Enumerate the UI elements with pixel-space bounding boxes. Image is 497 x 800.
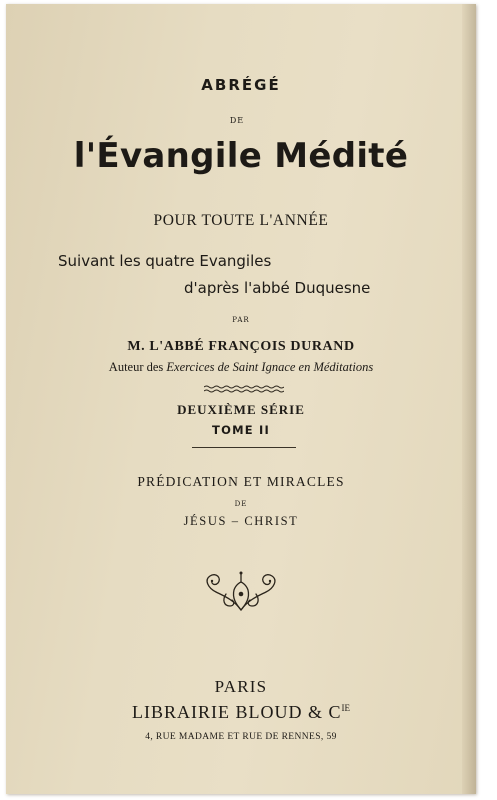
publisher-superscript: IE (341, 703, 350, 713)
publisher-text: LIBRAIRIE BLOUD & C (132, 702, 342, 722)
heading-abrege: ABRÉGÉ (201, 76, 281, 94)
credentials-work: Exercices de Saint Ignace en Méditations (166, 360, 374, 374)
title-page (6, 4, 476, 794)
volume-label: TOME II (212, 423, 270, 437)
floral-scroll-icon (196, 570, 286, 616)
connector-par: PAR (232, 316, 250, 324)
section-jesus-christ: JÉSUS – CHRIST (183, 514, 299, 528)
publisher-name (6, 702, 476, 723)
publisher-address: 4, RUE MADAME ET RUE DE RENNES, 59 (145, 732, 337, 742)
section-predication: PRÉDICATION ET MIRACLES (137, 474, 345, 489)
subtitle-pour-toute: POUR TOUTE L'ANNÉE (153, 212, 329, 229)
main-title: l'Évangile Médité (73, 136, 409, 176)
rule-divider (192, 447, 296, 448)
wavy-rule-icon (204, 385, 284, 393)
author-name: M. L'ABBÉ FRANÇOIS DURAND (127, 339, 355, 354)
connector-de-2: DE (234, 500, 248, 508)
imprint-city: PARIS (214, 677, 268, 696)
subtitle-suivant: Suivant les quatre Evangiles (58, 252, 272, 270)
credentials-prefix: Auteur des (108, 360, 164, 374)
subtitle-dapres: d'après l'abbé Duquesne (184, 279, 371, 297)
author-credentials (6, 360, 476, 375)
series-label: DEUXIÈME SÉRIE (177, 402, 305, 417)
connector-de-1: DE (229, 116, 245, 125)
